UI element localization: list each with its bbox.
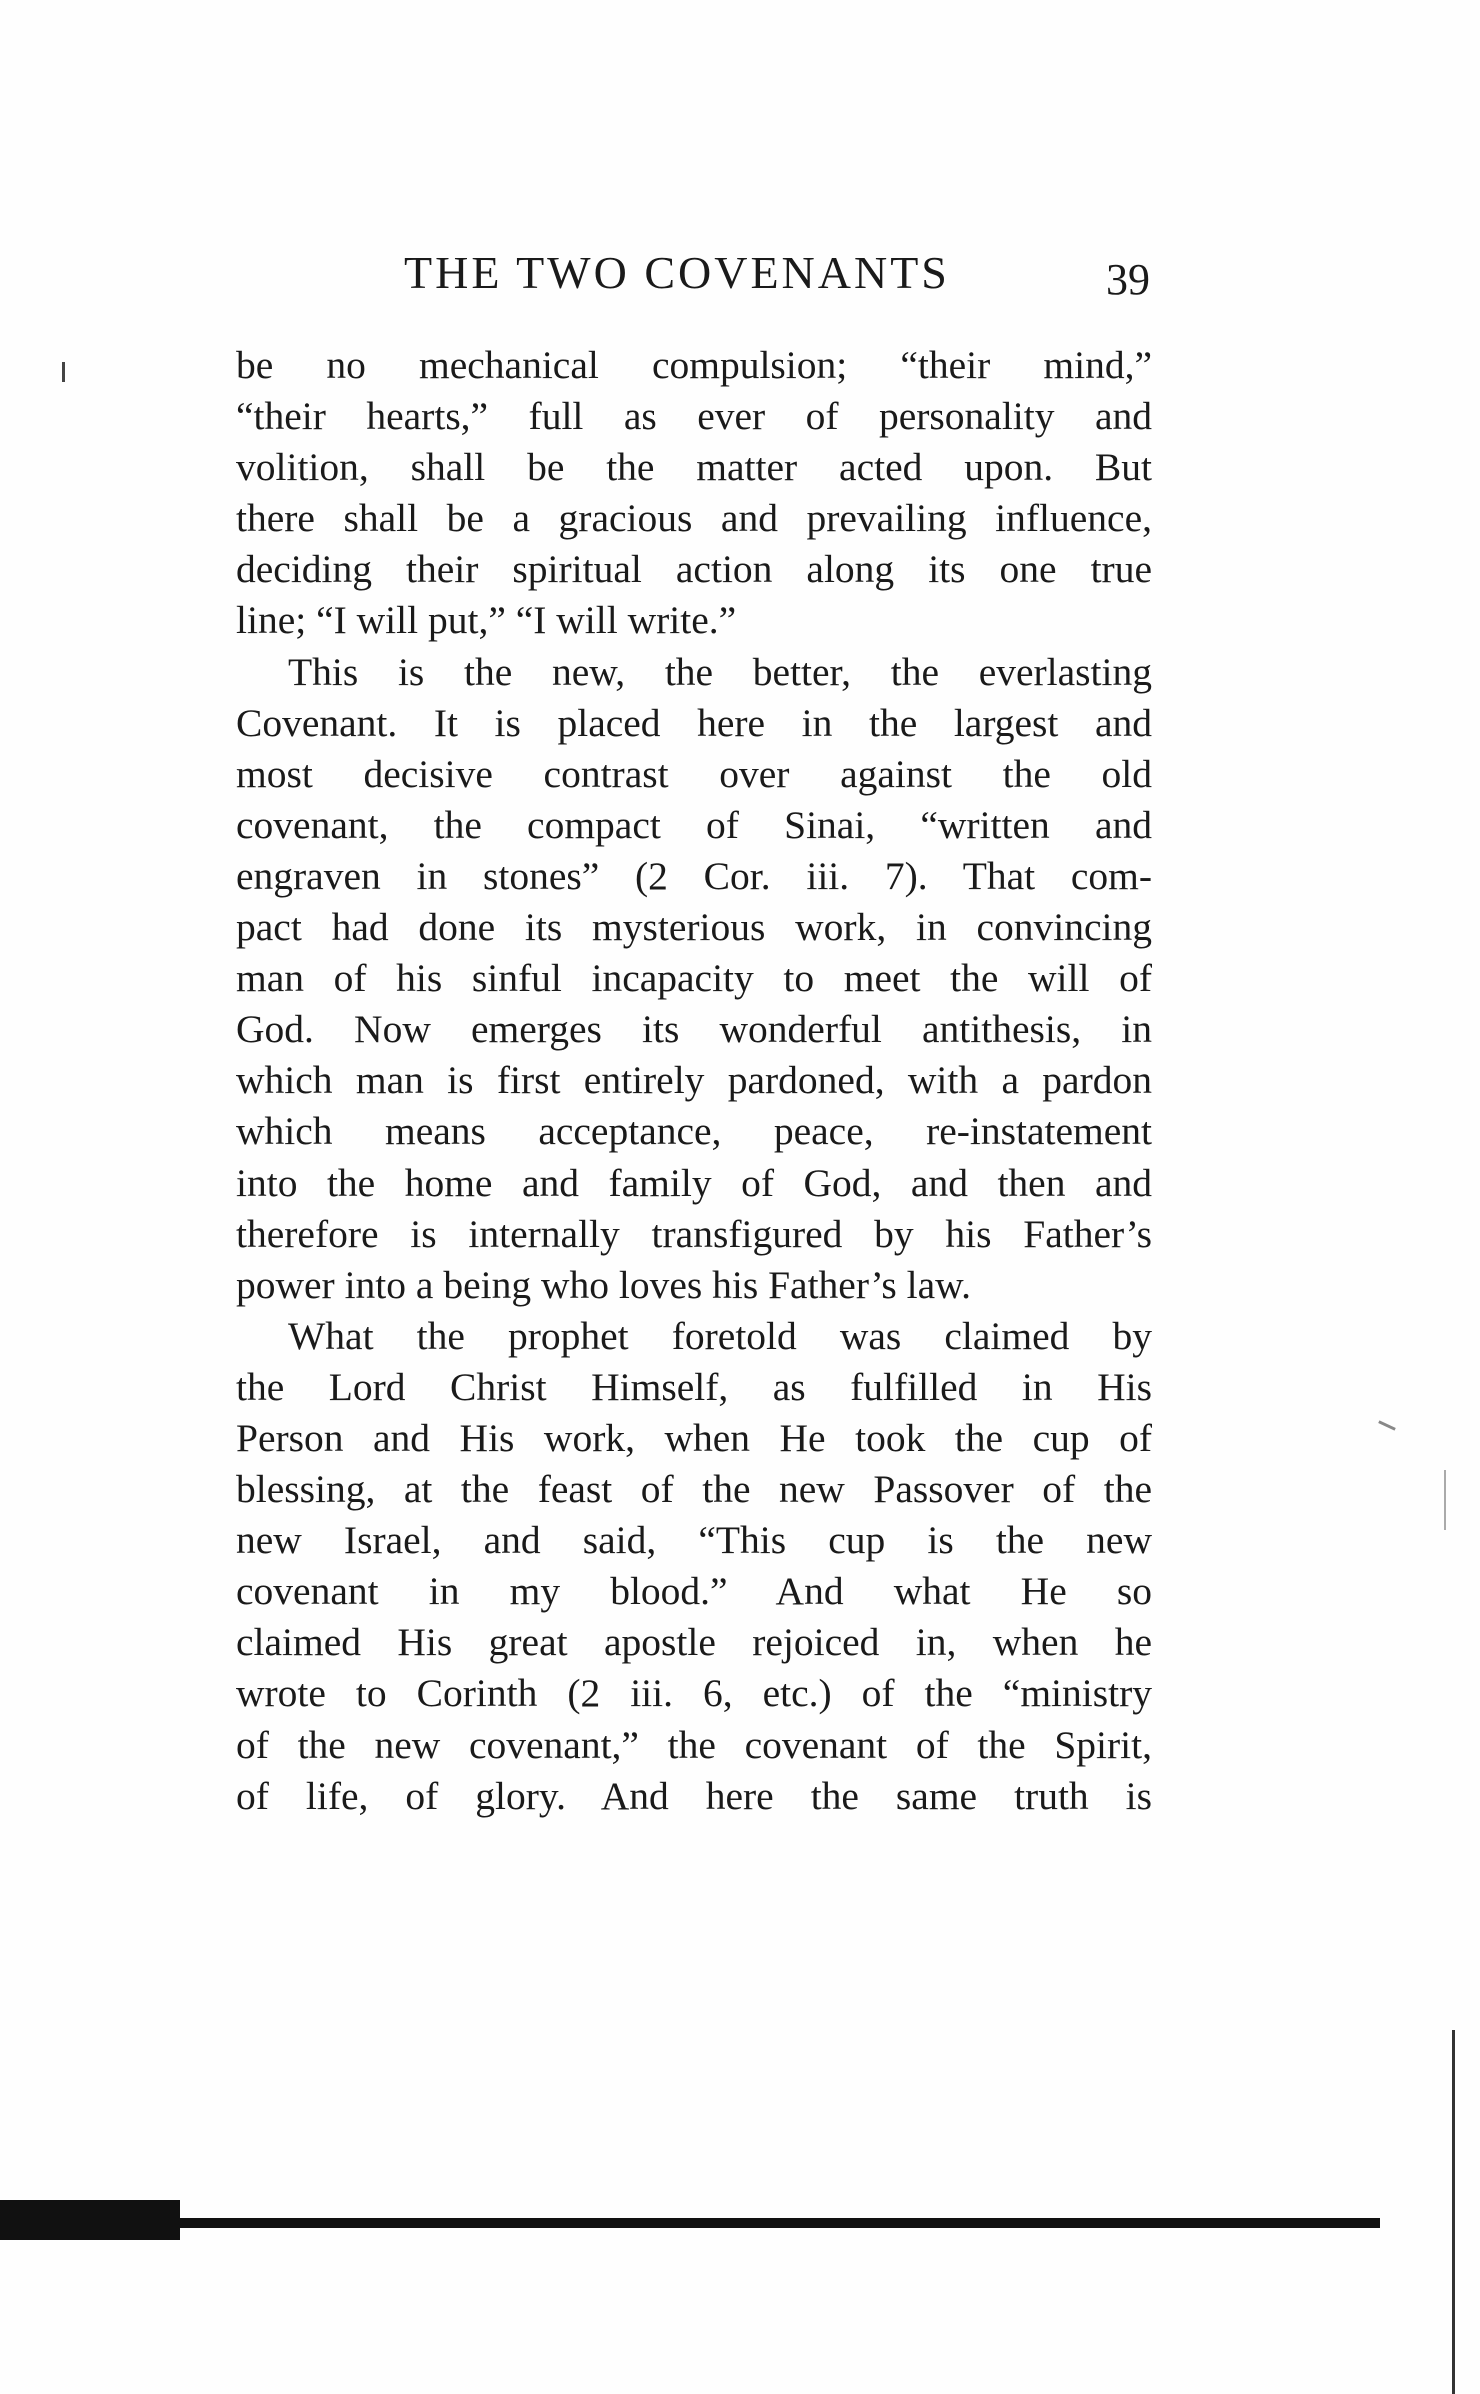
text-line: new Israel, and said, “This cup is the new	[236, 1518, 1152, 1563]
text-line: the Lord Christ Himself, as fulfilled in His	[236, 1364, 1152, 1409]
text-line: deciding their spiritual action along its one true	[236, 547, 1152, 592]
running-title: THE TWO COVENANTS	[404, 247, 950, 298]
page-edge-shadow	[1452, 2030, 1455, 2394]
page-number: 39	[1106, 255, 1150, 304]
text-line: engraven in stones” (2 Cor. iii. 7). That com-	[236, 853, 1152, 898]
scan-edge-rule	[0, 2218, 1380, 2228]
text-line: volition, shall be the matter acted upon. But	[236, 445, 1152, 490]
scan-speck	[1378, 1420, 1396, 1430]
text-line: Person and His work, when He took the cup of	[236, 1415, 1152, 1460]
text-line: blessing, at the feast of the new Passover of the	[236, 1467, 1152, 1512]
margin-mark	[62, 362, 65, 382]
text-line: be no mechanical compulsion; “their mind,”	[236, 343, 1152, 387]
scan-speck	[1444, 1470, 1446, 1530]
running-head	[236, 246, 1156, 306]
text-line: line; “I will put,” “I will write.”	[236, 598, 737, 643]
body-text	[236, 340, 1152, 1822]
text-line: which man is first entirely pardoned, with a pardon	[236, 1058, 1152, 1103]
text-line: pact had done its mysterious work, in convincing	[236, 905, 1152, 950]
text-line: claimed His great apostle rejoiced in, when he	[236, 1620, 1152, 1665]
text-line: there shall be a gracious and prevailing influence,	[236, 496, 1152, 541]
text-line: This is the new, the better, the everlasting	[288, 649, 1152, 694]
text-line: covenant, the compact of Sinai, “written and	[236, 802, 1152, 847]
text-line: wrote to Corinth (2 iii. 6, etc.) of the “ministry	[236, 1671, 1152, 1716]
text-line: man of his sinful incapacity to meet the will of	[236, 956, 1152, 1001]
text-line: covenant in my blood.” And what He so	[236, 1569, 1152, 1614]
text-line: into the home and family of God, and then and	[236, 1160, 1152, 1205]
text-line: of the new covenant,” the covenant of the Spirit,	[236, 1722, 1152, 1767]
text-line: power into a being who loves his Father’s law.	[236, 1262, 972, 1307]
text-line: therefore is internally transfigured by his Father’s	[236, 1211, 1152, 1256]
text-line: Covenant. It is placed here in the largest and	[236, 700, 1152, 745]
text-line: of life, of glory. And here the same truth is	[236, 1773, 1152, 1818]
text-line: most decisive contrast over against the old	[236, 751, 1152, 796]
text-line: What the prophet foretold was claimed by	[288, 1313, 1152, 1358]
text-line: which means acceptance, peace, re-instatement	[236, 1109, 1152, 1154]
text-line: “their hearts,” full as ever of personality and	[236, 394, 1152, 439]
text-line: God. Now emerges its wonderful antithesis, in	[236, 1007, 1152, 1052]
